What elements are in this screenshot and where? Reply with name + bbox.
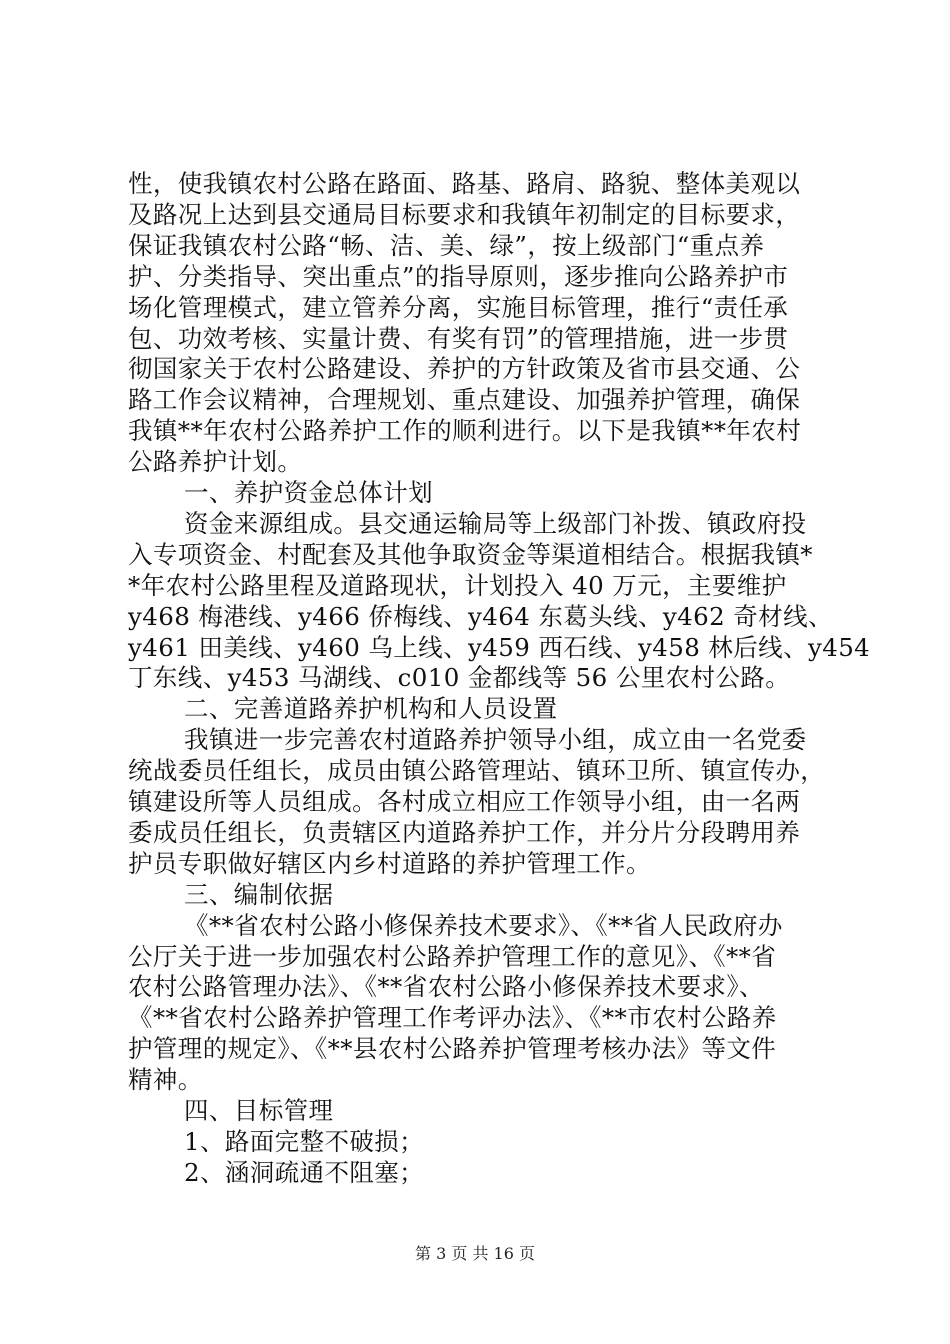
text-line: 包、功效考核、实量计费、有奖有罚”的管理措施，进一步贯 <box>128 323 789 353</box>
text-line: 2、涵洞疏通不阻塞； <box>184 1157 425 1187</box>
page-footer: 第 3 页 共 16 页 <box>415 1244 535 1263</box>
text-line: 一、养护资金总体计划 <box>184 478 433 507</box>
text-line: y461 田美线、y460 乌上线、y459 西石线、y458 林后线、y454 <box>128 632 871 662</box>
text-line: 性，使我镇农村公路在路面、路基、路肩、路貌、整体美观以 <box>128 169 801 198</box>
text-line: 护、分类指导、突出重点”的指导原则，逐步推向公路养护市 <box>128 261 789 291</box>
text-line: 四、目标管理 <box>184 1096 334 1125</box>
text-line: 公厅关于进一步加强农村公路养护管理工作的意见》、《**省 <box>128 941 777 971</box>
text-line: 《**省农村公路养护管理工作考评办法》、《**市农村公路养 <box>128 1003 777 1033</box>
text-line: 场化管理模式，建立管养分离，实施目标管理，推行“责任承 <box>128 292 789 322</box>
text-line: 资金来源组成。县交通运输局等上级部门补拨、镇政府投 <box>184 508 807 538</box>
text-line: 二、完善道路养护机构和人员设置 <box>184 694 558 724</box>
text-line: 精神。 <box>128 1065 203 1095</box>
text-line: 保证我镇农村公路“畅、洁、美、绿”，按上级部门“重点养 <box>128 230 765 260</box>
text-line: 统战委员任组长，成员由镇公路管理站、镇环卫所、镇宣传办， <box>128 756 826 786</box>
text-line: 我镇**年农村公路养护工作的顺利进行。以下是我镇**年农村 <box>128 416 802 446</box>
text-line: 及路况上达到县交通局目标要求和我镇年初制定的目标要求， <box>128 199 801 229</box>
text-line: 农村公路管理办法》、《**省农村公路小修保养技术要求》、 <box>128 972 764 1002</box>
text-line: 镇建设所等人员组成。各村成立相应工作领导小组，由一名两 <box>128 787 801 816</box>
text-line: 《**省农村公路小修保养技术要求》、《**省人民政府办 <box>184 910 783 940</box>
text-line: 入专项资金、村配套及其他争取资金等渠道相结合。根据我镇* <box>128 539 813 569</box>
text-line: 路工作会议精神，合理规划、重点建设、加强养护管理，确保 <box>128 385 801 415</box>
text-line: y468 梅港线、y466 侨梅线、y464 东葛头线、y462 奇材线、 <box>128 601 833 631</box>
text-line: 委成员任组长，负责辖区内道路养护工作，并分片分段聘用养 <box>128 817 801 847</box>
text-line: *年农村公路里程及道路现状，计划投入 40 万元，主要维护 <box>128 570 787 600</box>
text-line: 丁东线、y453 马湖线、c010 金都线等 56 公里农村公路。 <box>128 663 791 693</box>
text-line: 公路养护计划。 <box>128 447 303 477</box>
text-line: 护管理的规定》、《**县农村公路养护管理考核办法》等文件 <box>128 1034 777 1064</box>
text-line: 1、路面完整不破损； <box>184 1126 425 1156</box>
text-line: 三、编制依据 <box>184 879 334 909</box>
text-line: 我镇进一步完善农村道路养护领导小组，成立由一名党委 <box>184 725 807 755</box>
text-line: 护员专职做好辖区内乡村道路的养护管理工作。 <box>128 848 651 878</box>
text-line: 彻国家关于农村公路建设、养护的方针政策及省市县交通、公 <box>128 354 801 384</box>
